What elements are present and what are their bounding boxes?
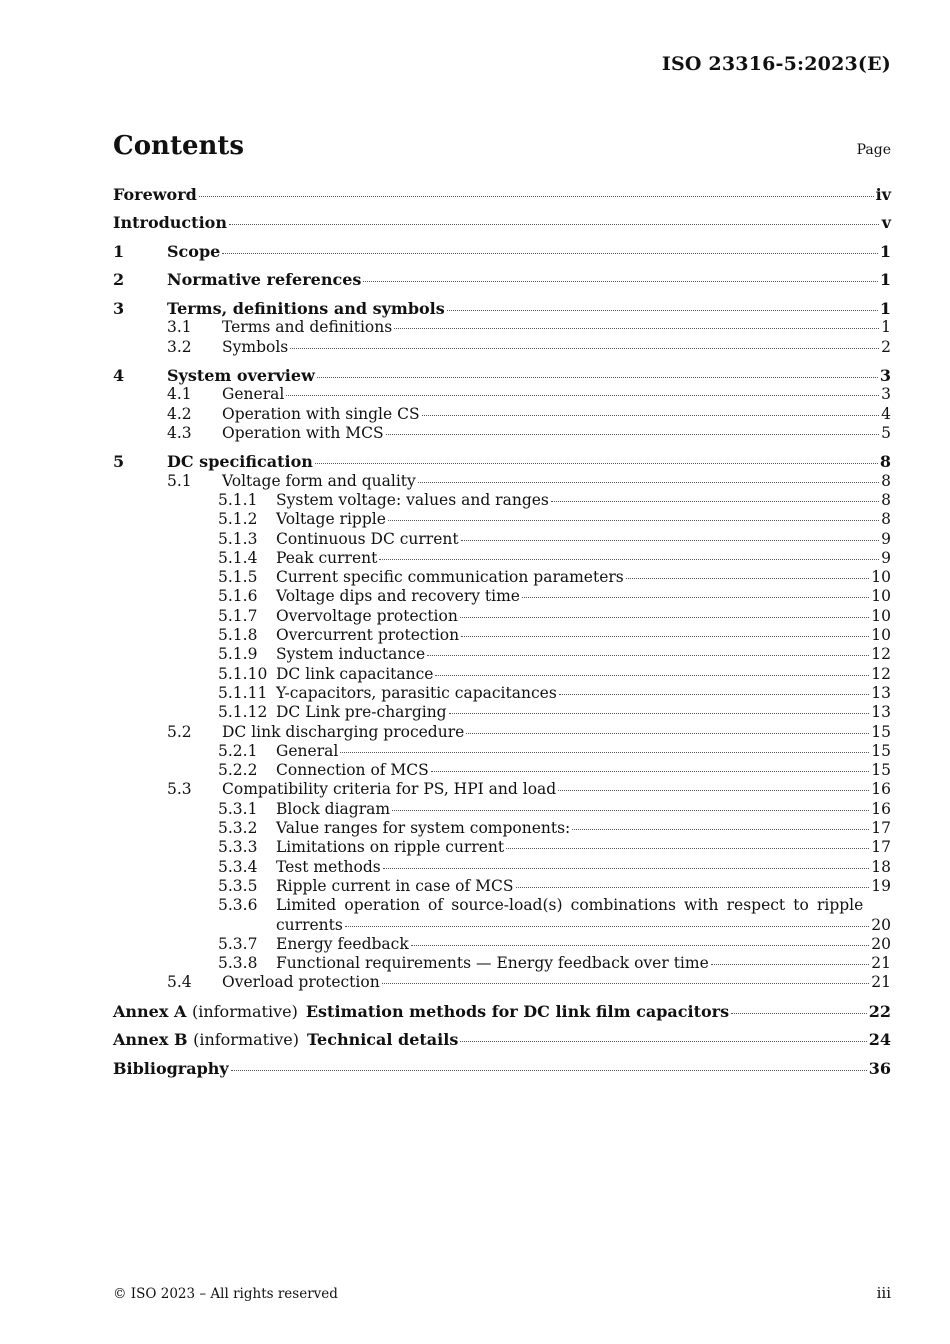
toc-entry-page: 8 xyxy=(881,471,891,490)
toc-entry-number: 5.1.11 xyxy=(218,683,268,702)
toc-entry-title: Voltage dips and recovery time xyxy=(276,587,520,606)
toc-entry[interactable] xyxy=(113,568,891,587)
toc-entry-number: 5.1.1 xyxy=(218,490,258,509)
toc-entry-title: Block diagram xyxy=(276,799,391,818)
toc-entry-page: 9 xyxy=(881,548,891,567)
toc-entry[interactable] xyxy=(113,385,891,404)
toc-entry-number: 5.3.5 xyxy=(218,876,258,895)
toc-entry[interactable] xyxy=(113,472,891,491)
contents-heading: Contents xyxy=(113,131,245,161)
toc-entry-title xyxy=(113,1030,458,1049)
toc-entry[interactable] xyxy=(113,645,891,664)
toc-entry-title-continued: currents xyxy=(276,915,343,934)
dot-leader xyxy=(382,983,870,984)
dot-leader xyxy=(392,810,869,811)
toc-entry[interactable] xyxy=(113,973,891,992)
dot-leader xyxy=(711,964,870,965)
dot-leader xyxy=(411,945,870,946)
toc-entry-title: System voltage: values and ranges xyxy=(276,490,549,509)
toc-entry[interactable] xyxy=(113,703,891,722)
toc-entry-number: 5.3.6 xyxy=(218,896,258,915)
toc-entry-page: 19 xyxy=(871,876,891,895)
toc-entry[interactable] xyxy=(113,299,891,318)
toc-entry[interactable] xyxy=(113,530,891,549)
toc-entry-number: 5.1.5 xyxy=(218,568,258,587)
toc-entry-page: 24 xyxy=(868,1030,891,1050)
copyright-notice: © ISO 2023 – All rights reserved xyxy=(113,1286,338,1302)
dot-leader xyxy=(731,1013,867,1014)
toc-entry-title: Peak current xyxy=(276,548,378,567)
toc-entry-number: 5.1.3 xyxy=(218,529,258,548)
dot-leader xyxy=(435,675,869,676)
toc-entry-page: 17 xyxy=(871,838,891,857)
toc-entry[interactable] xyxy=(113,626,891,645)
toc-entry-number: 5.3.1 xyxy=(218,799,258,818)
toc-entry-number: 5.1.2 xyxy=(218,510,258,529)
toc-entry-page: 1 xyxy=(879,241,891,261)
dot-leader xyxy=(394,328,879,329)
toc-entry-title: Compatibility criteria for PS, HPI and load xyxy=(222,780,557,799)
toc-entry-page: 12 xyxy=(871,664,891,683)
toc-entry-title: Normative references xyxy=(167,270,362,290)
toc-entry-number: 5.3.3 xyxy=(218,838,258,857)
toc-entry-number: 4.1 xyxy=(167,385,192,404)
toc-entry-title: Test methods xyxy=(276,857,381,876)
dot-leader xyxy=(418,482,879,483)
toc-entry-number: 3.2 xyxy=(167,337,192,356)
toc-entry[interactable] xyxy=(113,270,891,289)
dot-leader xyxy=(317,377,878,378)
toc-entry-title: Overload protection xyxy=(222,973,380,992)
toc-entry-number: 1 xyxy=(113,241,125,261)
toc-entry-title: Terms and definitions xyxy=(222,318,393,337)
toc-entry-number: 5.1.12 xyxy=(218,703,268,722)
annex-label: Annex A xyxy=(113,1001,187,1021)
toc-entry[interactable] xyxy=(113,800,891,819)
dot-leader xyxy=(558,790,869,791)
toc-entry-number: 4 xyxy=(113,366,125,386)
page-column-label: Page xyxy=(856,142,891,158)
dot-leader xyxy=(572,829,869,830)
toc-entry-title: System inductance xyxy=(276,645,426,664)
toc-entry-page: 16 xyxy=(871,799,891,818)
toc-entry-title: Scope xyxy=(167,241,221,261)
toc-entry-page: 18 xyxy=(871,857,891,876)
dot-leader xyxy=(447,310,878,311)
toc-entry[interactable] xyxy=(113,491,891,510)
dot-leader xyxy=(345,926,869,927)
toc-entry-page: 15 xyxy=(871,741,891,760)
dot-leader xyxy=(506,848,869,849)
toc-entry-number: 5.1.4 xyxy=(218,548,258,567)
toc-entry[interactable] xyxy=(113,935,891,954)
toc-entry-title: Symbols xyxy=(222,337,289,356)
toc-entry-title: Energy feedback xyxy=(276,934,409,953)
toc-entry-number: 5.3.2 xyxy=(218,819,258,838)
toc-entry[interactable] xyxy=(113,819,891,838)
toc-entry-page: 36 xyxy=(868,1058,891,1078)
toc-entry-title: Terms, definitions and symbols xyxy=(167,298,445,318)
page-number: iii xyxy=(876,1284,891,1302)
toc-entry-number: 5.1.7 xyxy=(218,606,258,625)
toc-entry[interactable] xyxy=(113,366,891,385)
toc-entry-title: Voltage form and quality xyxy=(222,471,416,490)
toc-entry-title: Ripple current in case of MCS xyxy=(276,876,514,895)
toc-entry[interactable] xyxy=(113,1059,891,1078)
dot-leader xyxy=(290,348,879,349)
dot-leader xyxy=(449,713,870,714)
toc-entry-title: Operation with MCS xyxy=(222,423,384,442)
dot-leader xyxy=(229,224,879,225)
toc-entry-title: General xyxy=(222,385,285,404)
toc-entry-number: 5.4 xyxy=(167,973,192,992)
toc-entry-page: 3 xyxy=(879,366,891,386)
toc-entry-page: 10 xyxy=(871,568,891,587)
toc-entry-title: Functional requirements — Energy feedback over time xyxy=(276,954,709,973)
document-id: ISO 23316-5:2023(E) xyxy=(661,53,891,75)
toc-entry[interactable] xyxy=(113,318,891,337)
dot-leader xyxy=(466,733,869,734)
toc-entry-page: 10 xyxy=(871,587,891,606)
toc-entry-page: 15 xyxy=(871,722,891,741)
toc-entry[interactable] xyxy=(113,587,891,606)
toc-entry-number: 5.3.7 xyxy=(218,934,258,953)
toc-entry-number: 5.1.8 xyxy=(218,626,258,645)
toc-entry-number: 5.1.6 xyxy=(218,587,258,606)
toc-entry[interactable] xyxy=(113,684,891,703)
toc-entry-page: 13 xyxy=(871,683,891,702)
toc-entry[interactable] xyxy=(113,405,891,424)
toc-entry-page: 20 xyxy=(871,934,891,953)
toc-entry-page: 20 xyxy=(871,915,891,934)
dot-leader xyxy=(199,196,874,197)
toc-entry-page: 8 xyxy=(881,490,891,509)
dot-leader xyxy=(386,434,880,435)
toc-entry-title: DC specification xyxy=(167,452,313,472)
toc-entry-page: 15 xyxy=(871,761,891,780)
dot-leader xyxy=(363,281,877,282)
toc-entry[interactable] xyxy=(113,452,891,471)
toc-entry-title: Value ranges for system components: xyxy=(276,819,571,838)
dot-leader xyxy=(422,415,880,416)
toc-entry-number: 2 xyxy=(113,270,125,290)
toc-entry-page: 10 xyxy=(871,606,891,625)
toc-entry[interactable] xyxy=(113,780,891,799)
toc-entry-title: DC link capacitance xyxy=(276,664,434,683)
toc-entry[interactable] xyxy=(113,607,891,626)
toc-entry-number: 5.2.2 xyxy=(218,761,258,780)
toc-entry-title: Voltage ripple xyxy=(276,510,386,529)
toc-entry-title: Continuous DC current xyxy=(276,529,459,548)
toc-entry[interactable] xyxy=(113,510,891,529)
toc-entry[interactable] xyxy=(113,424,891,443)
dot-leader xyxy=(231,1070,867,1071)
toc-entry-title: DC link discharging procedure xyxy=(222,722,465,741)
toc-entry-title: Introduction xyxy=(113,213,227,233)
annex-title: Technical details xyxy=(306,1030,459,1050)
annex-label: Annex B xyxy=(113,1030,188,1050)
toc-entry-page: 21 xyxy=(871,973,891,992)
toc-entry-title: Limitations on ripple current xyxy=(276,838,505,857)
dot-leader xyxy=(427,655,869,656)
toc-entry-page: 8 xyxy=(881,510,891,529)
table-of-contents xyxy=(113,185,891,1078)
toc-entry[interactable] xyxy=(113,896,891,935)
toc-entry-title: Foreword xyxy=(113,185,197,204)
toc-entry[interactable] xyxy=(113,242,891,261)
toc-entry-title: Overcurrent protection xyxy=(276,626,460,645)
toc-entry[interactable] xyxy=(113,723,891,742)
toc-entry[interactable] xyxy=(113,1030,891,1049)
toc-entry-title: General xyxy=(276,741,339,760)
toc-entry-page: 4 xyxy=(881,404,891,423)
toc-entry-number: 4.3 xyxy=(167,423,192,442)
toc-entry-number: 5.1 xyxy=(167,471,192,490)
toc-entry-number: 3.1 xyxy=(167,318,192,337)
toc-entry[interactable] xyxy=(113,338,891,357)
toc-entry-title: System overview xyxy=(167,366,315,386)
dot-leader xyxy=(340,752,869,753)
dot-leader xyxy=(286,395,879,396)
toc-entry-number: 5.1.9 xyxy=(218,645,258,664)
dot-leader xyxy=(383,868,870,869)
toc-entry-number: 5.3 xyxy=(167,780,192,799)
toc-entry-page: iv xyxy=(875,185,891,204)
dot-leader xyxy=(522,597,869,598)
toc-entry[interactable] xyxy=(113,1002,891,1021)
dot-leader xyxy=(626,578,870,579)
toc-entry-page: 9 xyxy=(881,529,891,548)
toc-entry-page: 3 xyxy=(881,385,891,404)
dot-leader xyxy=(222,253,878,254)
toc-entry-page: 21 xyxy=(871,954,891,973)
toc-entry[interactable] xyxy=(113,761,891,780)
annex-kind: (informative) xyxy=(193,1030,299,1050)
dot-leader xyxy=(460,617,869,618)
toc-entry-page: 2 xyxy=(881,337,891,356)
toc-entry-page: 22 xyxy=(868,1001,891,1021)
toc-entry-title xyxy=(113,1002,729,1021)
toc-entry-page: 8 xyxy=(879,452,891,472)
toc-entry[interactable] xyxy=(113,549,891,568)
toc-entry-page: 1 xyxy=(879,270,891,290)
toc-entry-page: 5 xyxy=(881,423,891,442)
toc-entry[interactable] xyxy=(113,838,891,857)
toc-entry-number: 5.3.8 xyxy=(218,954,258,973)
toc-entry-title: Operation with single CS xyxy=(222,404,420,423)
toc-entry-title: Current specific communication parameters xyxy=(276,568,624,587)
toc-entry-number: 5 xyxy=(113,452,125,472)
toc-entry-page: v xyxy=(881,213,891,233)
dot-leader xyxy=(559,694,869,695)
toc-entry-title: DC Link pre-charging xyxy=(276,703,447,722)
toc-entry[interactable] xyxy=(113,213,891,232)
annex-title: Estimation methods for DC link film capacitors xyxy=(305,1001,730,1021)
dot-leader xyxy=(315,463,878,464)
toc-entry[interactable] xyxy=(113,185,891,204)
dot-leader xyxy=(460,1041,866,1042)
toc-entry-number: 4.2 xyxy=(167,404,192,423)
toc-entry-title: Overvoltage protection xyxy=(276,606,458,625)
toc-entry-title: Connection of MCS xyxy=(276,761,429,780)
annex-kind: (informative) xyxy=(191,1001,298,1021)
dot-leader xyxy=(461,636,869,637)
dot-leader xyxy=(431,771,869,772)
toc-entry[interactable] xyxy=(113,954,891,973)
dot-leader xyxy=(388,520,879,521)
toc-entry-page: 1 xyxy=(879,298,891,318)
toc-entry-page: 10 xyxy=(871,626,891,645)
toc-entry-page: 13 xyxy=(871,703,891,722)
dot-leader xyxy=(461,540,880,541)
toc-entry-number: 5.2.1 xyxy=(218,741,258,760)
toc-entry[interactable] xyxy=(113,742,891,761)
dot-leader xyxy=(516,887,870,888)
dot-leader xyxy=(379,559,879,560)
toc-entry-page: 1 xyxy=(881,318,891,337)
toc-entry[interactable] xyxy=(113,877,891,896)
toc-entry-title: Limited operation of source-load(s) combinations with respect to ripple xyxy=(276,896,864,915)
toc-entry-title: Y-capacitors, parasitic capacitances xyxy=(276,683,557,702)
toc-entry-page: 16 xyxy=(871,780,891,799)
toc-entry[interactable] xyxy=(113,665,891,684)
toc-entry-number: 3 xyxy=(113,298,125,318)
toc-entry-title: Bibliography xyxy=(113,1058,229,1078)
dot-leader xyxy=(551,501,879,502)
toc-entry-number: 5.2 xyxy=(167,722,192,741)
toc-entry-page: 12 xyxy=(871,645,891,664)
toc-entry-number: 5.1.10 xyxy=(218,664,268,683)
toc-entry-number: 5.3.4 xyxy=(218,857,258,876)
toc-entry-page: 17 xyxy=(871,819,891,838)
toc-entry[interactable] xyxy=(113,858,891,877)
